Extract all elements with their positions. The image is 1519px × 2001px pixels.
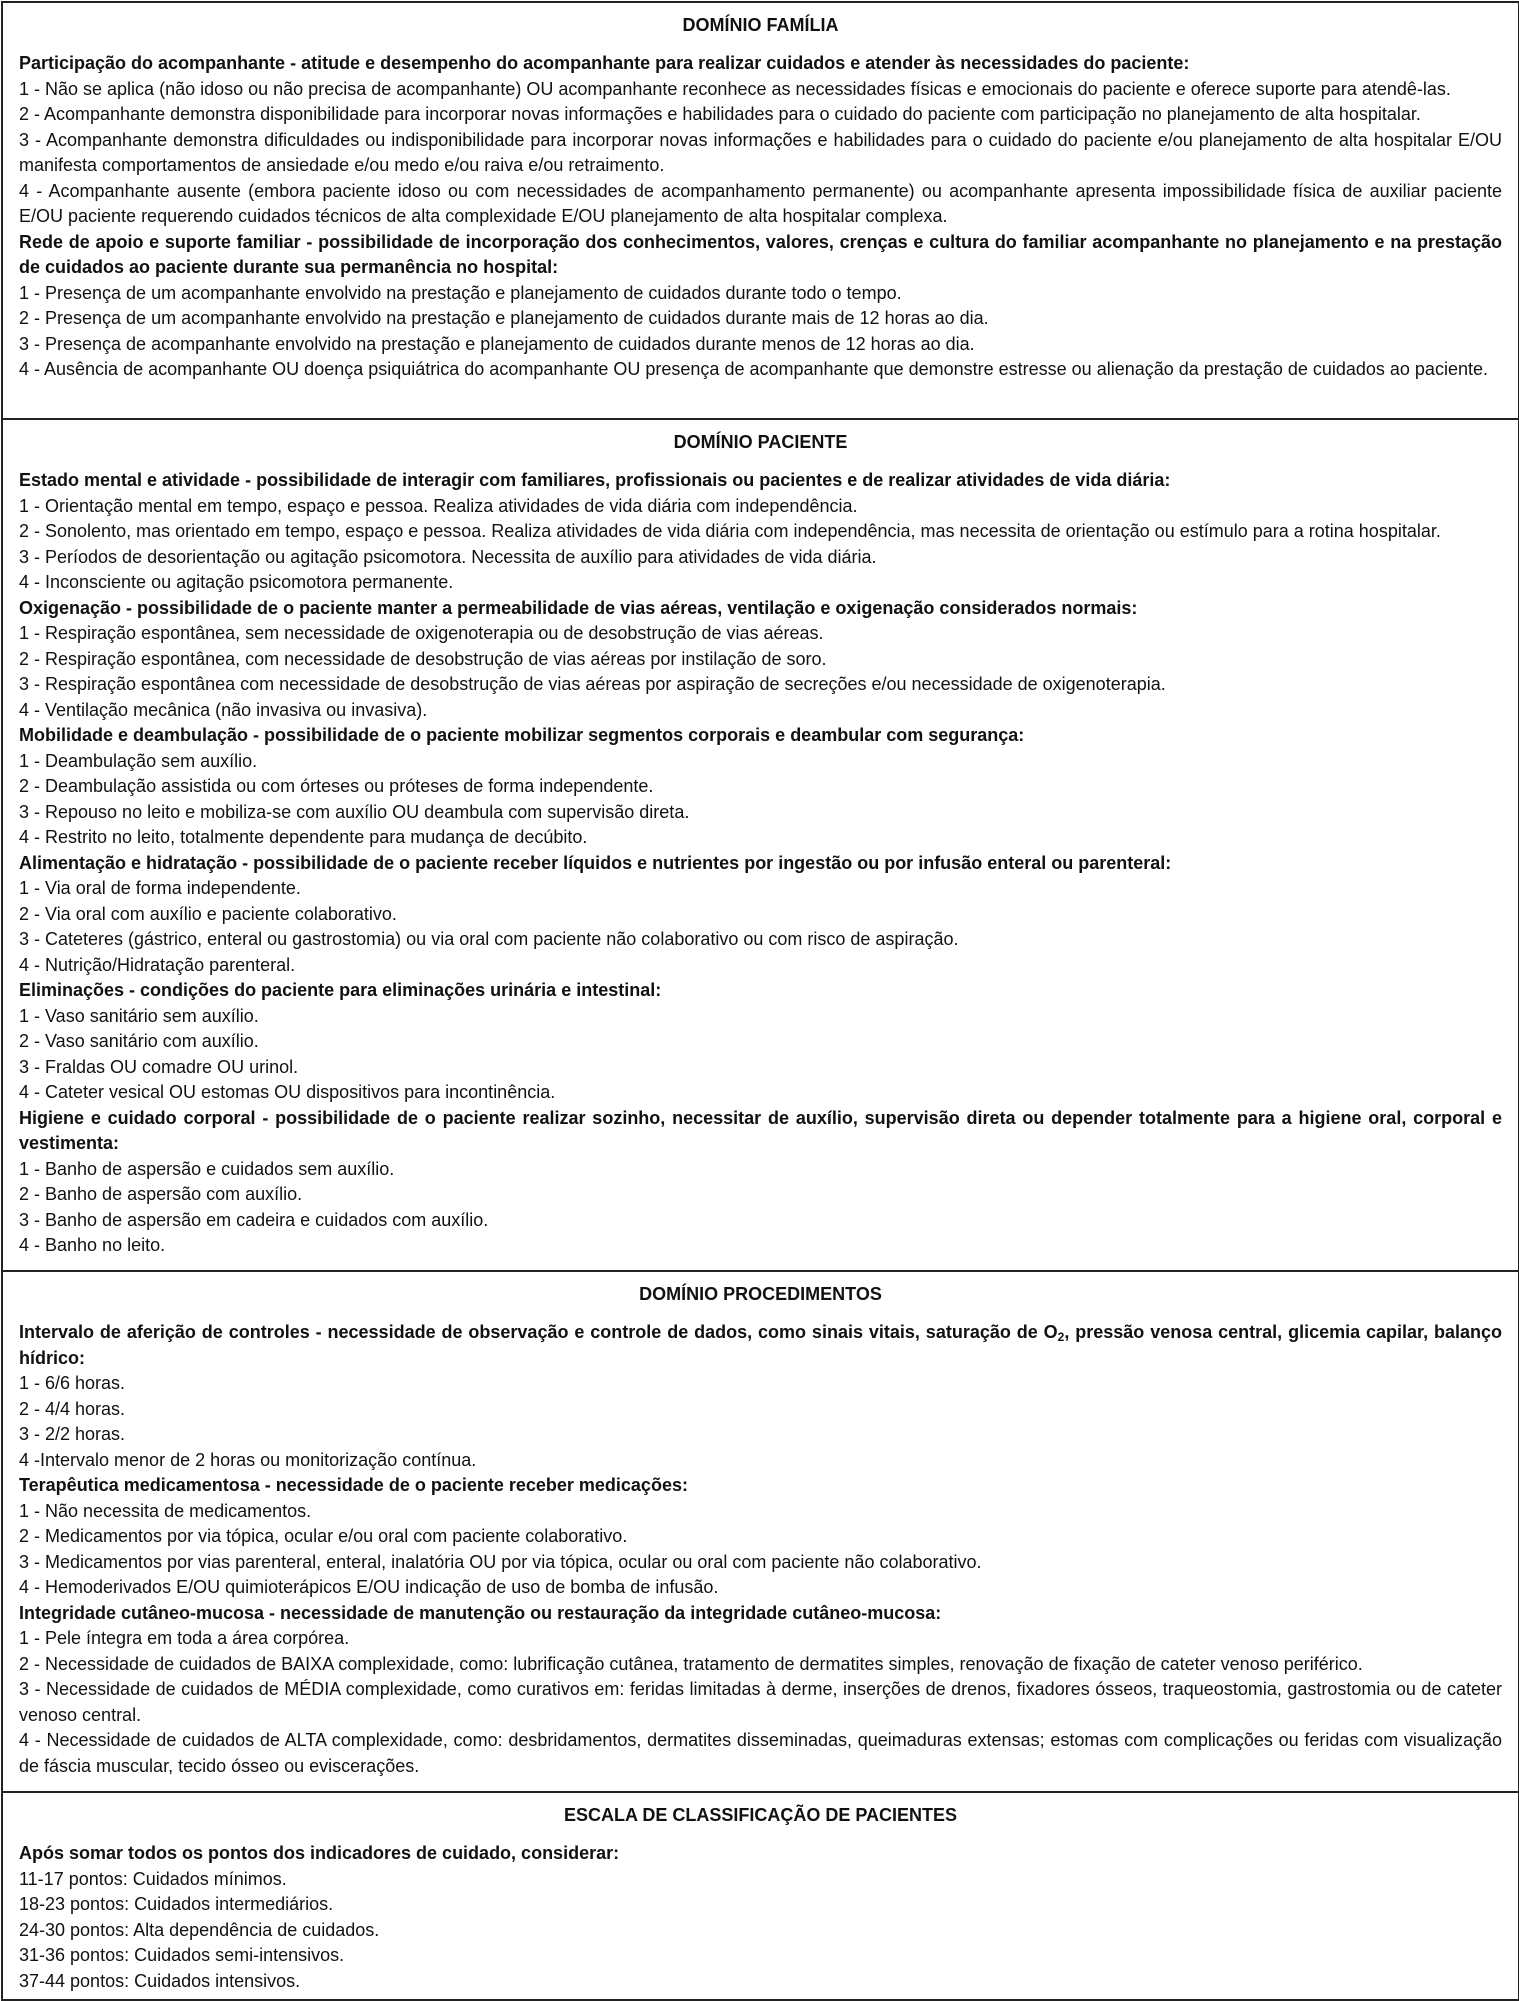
section-escala-classificacao — [3, 1793, 1518, 1999]
indicator-option: 2 - Acompanhante demonstra disponibilidade para incorporar novas informações e habilidades para o cuidado do paciente com participação no planejamento de alta hospitalar. — [19, 104, 1421, 124]
indicator-option: 2 - Necessidade de cuidados de BAIXA complexidade, como: lubrificação cutânea, tratamento de dermatites simples, renovação de fixação de cateter venoso periférico. — [19, 1653, 1363, 1674]
indicator — [19, 978, 1502, 1106]
indicator — [19, 596, 1502, 724]
indicator-option: 4 - Hemoderivados E/OU quimioterápicos E/OU indicação de uso de bomba de infusão. — [19, 1577, 719, 1597]
indicator-title: Após somar todos os pontos dos indicadores de cuidado, considerar: — [19, 1843, 620, 1863]
indicator-option: 2 - Vaso sanitário com auxílio. — [19, 1031, 259, 1051]
indicator — [19, 1841, 1502, 1994]
indicator-option: 1 - Não necessita de medicamentos. — [19, 1500, 312, 1521]
score-range: 11-17 pontos: Cuidados mínimos. — [19, 1868, 287, 1889]
indicator-title: Rede de apoio e suporte familiar - possibilidade de incorporação dos conhecimentos, valores, crenças e cultura do familiar acompanhante no planejamento e na prestação de cuidados ao paciente durante sua permanência no hospital: — [19, 231, 1502, 277]
indicator-option: 3 - Presença de acompanhante envolvido na prestação e planejamento de cuidados durante menos de 12 horas ao dia. — [19, 333, 975, 354]
indicator-title: Eliminações - condições do paciente para eliminações urinária e intestinal: — [19, 980, 662, 1000]
indicator — [19, 1106, 1502, 1259]
indicator-option: 3 - Fraldas OU comadre OU urinol. — [19, 1056, 299, 1077]
indicator — [19, 51, 1502, 230]
indicator-option: 3 - Períodos de desorientação ou agitação psicomotora. Necessita de auxílio para atividades de vida diária. — [19, 546, 877, 567]
section-title: ESCALA DE CLASSIFICAÇÃO DE PACIENTES — [563, 1805, 958, 1825]
indicator-option: 3 - Respiração espontânea com necessidade de desobstrução de vias aéreas por aspiração de secreções e/ou necessidade de oxigenoterapia. — [19, 674, 1166, 694]
indicator-option: 3 - Repouso no leito e mobiliza-se com auxílio OU deambula com supervisão direta. — [19, 801, 690, 822]
indicator-option: 4 - Inconsciente ou agitação psicomotora permanente. — [19, 572, 454, 592]
indicator — [19, 1601, 1502, 1780]
indicator-option: 2 - Sonolento, mas orientado em tempo, espaço e pessoa. Realiza atividades de vida diária com independência, mas necessita de orientação ou estímulo para a rotina hospitalar. — [19, 521, 1441, 541]
indicator-title: Alimentação e hidratação - possibilidade de o paciente receber líquidos e nutrientes por ingestão ou por infusão enteral ou parenteral: — [19, 852, 1172, 873]
classification-scale-table — [1, 1, 1519, 2001]
indicator — [19, 851, 1502, 979]
indicator-option: 3 - 2/2 horas. — [19, 1424, 126, 1444]
indicator-title: Terapêutica medicamentosa - necessidade de o paciente receber medicações: — [19, 1475, 688, 1495]
indicator-option: 4 - Ausência de acompanhante OU doença psiquiátrica do acompanhante OU presença de acompanhante que demonstre estresse ou alienação da prestação de cuidados ao paciente. — [19, 359, 1488, 379]
indicator-option: 4 - Nutrição/Hidratação parenteral. — [19, 954, 296, 975]
score-range: 18-23 pontos: Cuidados intermediários. — [19, 1894, 334, 1914]
indicator-title: Integridade cutâneo-mucosa - necessidade de manutenção ou restauração da integridade cutâneo-mucosa: — [19, 1602, 942, 1623]
indicator-option: 4 -Intervalo menor de 2 horas ou monitorização contínua. — [19, 1449, 477, 1470]
indicator-option: 2 - Respiração espontânea, com necessidade de desobstrução de vias aéreas por instilação de soro. — [19, 648, 827, 669]
indicator-title: Mobilidade e deambulação - possibilidade de o paciente mobilizar segmentos corporais e deambular com segurança: — [19, 725, 1025, 745]
indicator-option: 1 - 6/6 horas. — [19, 1373, 126, 1393]
section-dominio-procedimentos — [3, 1272, 1518, 1793]
indicator-option: 1 - Via oral de forma independente. — [19, 878, 301, 898]
indicator-title: Higiene e cuidado corporal - possibilidade de o paciente realizar sozinho, necessitar de auxílio, supervisão direta ou depender totalmente para a higiene oral, corporal e vestimenta: — [19, 1107, 1502, 1153]
indicator-option: 4 - Banho no leito. — [19, 1235, 166, 1255]
indicator-option: 4 - Cateter vesical OU estomas OU dispositivos para incontinência. — [19, 1082, 556, 1102]
indicator-option: 4 - Restrito no leito, totalmente dependente para mudança de decúbito. — [19, 827, 588, 847]
indicator-title-text: Intervalo de aferição de controles - necessidade de observação e controle de dados, como sinais vitais, saturação de O — [19, 1322, 1058, 1342]
indicator-option: 1 - Banho de aspersão e cuidados sem auxílio. — [19, 1158, 395, 1179]
subscript: 2 — [1057, 1330, 1065, 1344]
indicator-option: 3 - Cateteres (gástrico, enteral ou gastrostomia) ou via oral com paciente não colaborativo ou com risco de aspiração. — [19, 929, 959, 949]
indicator-option: 1 - Não se aplica (não idoso ou não precisa de acompanhante) OU acompanhante reconhece as necessidades físicas e emocionais do paciente e oferece suporte para atendê-las. — [19, 78, 1451, 99]
section-title: DOMÍNIO FAMÍLIA — [682, 15, 839, 35]
indicator-option: 3 - Banho de aspersão em cadeira e cuidados com auxílio. — [19, 1209, 489, 1230]
indicator-option: 3 - Necessidade de cuidados de MÉDIA complexidade, como curativos em: feridas limitadas à derme, inserções de drenos, fixadores ósseos, traqueostomia, gastrostomia ou de cateter venoso central. — [19, 1679, 1502, 1725]
indicator — [19, 723, 1502, 851]
indicator-option: 3 - Medicamentos por vias parenteral, enteral, inalatória OU por via tópica, ocular ou oral com paciente não colaborativo. — [19, 1551, 982, 1572]
indicator-option: 1 - Pele íntegra em toda a área corpórea. — [19, 1628, 350, 1648]
score-range: 31-36 pontos: Cuidados semi-intensivos. — [19, 1945, 345, 1965]
indicator-title: Estado mental e atividade - possibilidade de interagir com familiares, profissionais ou pacientes e de realizar atividades de vida diária: — [19, 470, 1171, 490]
indicator — [19, 230, 1502, 383]
indicator-option: 4 - Necessidade de cuidados de ALTA complexidade, como: desbridamentos, dermatites disseminadas, queimaduras extensas; estomas com complicações ou feridas com visualização de fáscia muscular, tecido ósseo ou eviscerações. — [19, 1730, 1502, 1776]
indicator-option: 1 - Deambulação sem auxílio. — [19, 750, 258, 771]
indicator-option: 2 - Banho de aspersão com auxílio. — [19, 1184, 303, 1204]
indicator-option: 2 - Deambulação assistida ou com órteses ou próteses de forma independente. — [19, 776, 654, 796]
indicator-title: Oxigenação - possibilidade de o paciente manter a permeabilidade de vias aéreas, ventilação e oxigenação considerados normais: — [19, 597, 1138, 618]
indicator-option: 2 - Presença de um acompanhante envolvido na prestação e planejamento de cuidados durante mais de 12 horas ao dia. — [19, 308, 989, 328]
indicator-option: 4 - Acompanhante ausente (embora paciente idoso ou com necessidades de acompanhamento permanente) ou acompanhante apresenta impossibilidade física de auxiliar paciente E/OU paciente requerendo cuidados técnicos de alta complexidade E/OU planejamento de alta hospitalar complexa. — [19, 180, 1502, 226]
indicator-option: 1 - Orientação mental em tempo, espaço e pessoa. Realiza atividades de vida diária com independência. — [19, 495, 858, 516]
indicator — [19, 1473, 1502, 1601]
indicator-option: 1 - Vaso sanitário sem auxílio. — [19, 1005, 259, 1026]
section-title: DOMÍNIO PACIENTE — [673, 432, 848, 452]
indicator — [19, 468, 1502, 596]
indicator-option: 3 - Acompanhante demonstra dificuldades ou indisponibilidade para incorporar novas informações e habilidades para o cuidado do paciente e/ou planejamento de alta hospitalar E/OU manifesta comportamentos de ansiedade e/ou medo e/ou raiva e/ou retraimento. — [19, 129, 1502, 175]
section-dominio-paciente — [3, 420, 1518, 1272]
score-range: 24-30 pontos: Alta dependência de cuidados. — [19, 1919, 380, 1940]
indicator-option: 1 - Presença de um acompanhante envolvido na prestação e planejamento de cuidados durante todo o tempo. — [19, 282, 902, 303]
indicator-option: 2 - 4/4 horas. — [19, 1398, 126, 1419]
indicator-option: 1 - Respiração espontânea, sem necessidade de oxigenoterapia ou de desobstrução de vias aéreas. — [19, 623, 824, 643]
indicator-option: 4 - Ventilação mecânica (não invasiva ou invasiva). — [19, 699, 428, 720]
indicator-title — [19, 1320, 1502, 1371]
score-range: 37-44 pontos: Cuidados intensivos. — [19, 1970, 301, 1991]
indicator-title: Participação do acompanhante - atitude e desempenho do acompanhante para realizar cuidados e atender às necessidades do paciente: — [19, 53, 1190, 73]
indicator-option: 2 - Medicamentos por via tópica, ocular e/ou oral com paciente colaborativo. — [19, 1526, 628, 1546]
section-title: DOMÍNIO PROCEDIMENTOS — [639, 1284, 882, 1304]
indicator-option: 2 - Via oral com auxílio e paciente colaborativo. — [19, 903, 397, 924]
indicator-title-text: , pressão venosa central, glicemia capilar, balanço hídrico: — [19, 1322, 1502, 1368]
section-dominio-familia — [3, 3, 1518, 420]
indicator — [19, 1320, 1502, 1473]
